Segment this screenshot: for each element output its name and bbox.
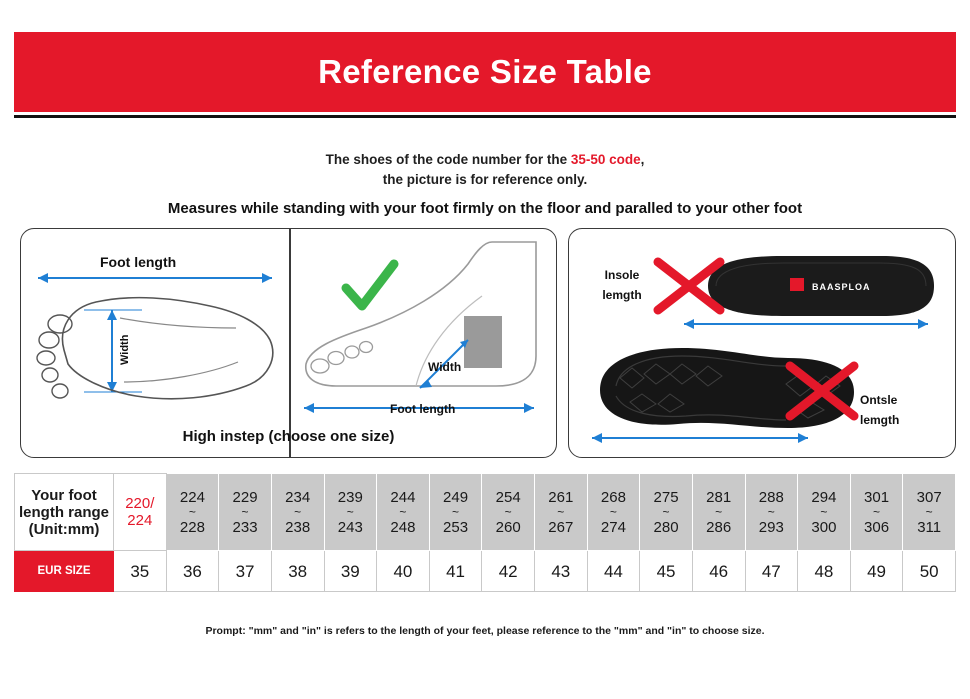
- range-cell-7-top: 254: [495, 488, 521, 506]
- width-label-middle: Width: [428, 360, 462, 374]
- eur-size-cell-1: 36: [166, 551, 219, 592]
- size-table: [14, 473, 956, 592]
- range-cell-0: [114, 474, 167, 551]
- range-cell-9-bot: 274: [600, 518, 626, 536]
- side-foot-illustration: [296, 236, 548, 426]
- header-divider: [14, 115, 956, 118]
- insole-cross-icon: [652, 256, 726, 316]
- range-cell-9: [587, 474, 640, 551]
- row-header-foot-length-l1: Your foot: [31, 486, 97, 504]
- check-mark-icon: [340, 258, 400, 318]
- header-band: [14, 32, 956, 112]
- range-cell-12-bot: 293: [758, 518, 784, 536]
- range-cell-11-bot: 286: [706, 518, 732, 536]
- range-cell-13-bot: 300: [811, 518, 837, 536]
- range-cell-2: [219, 474, 272, 551]
- range-cell-0-top: 220/: [125, 495, 155, 512]
- insole-measure-arrow: [678, 316, 936, 332]
- size-table-wrapper: [14, 473, 956, 592]
- row-header-foot-length-l2: length range: [18, 503, 109, 521]
- range-cell-2-mid: ~: [241, 504, 249, 519]
- range-cell-5-top: 244: [390, 488, 416, 506]
- range-cell-8-top: 261: [548, 488, 574, 506]
- range-cell-10-top: 275: [653, 488, 679, 506]
- outsole-cross-icon: [784, 360, 860, 422]
- range-cell-7: [482, 474, 535, 551]
- eur-size-cell-6: 41: [429, 551, 482, 592]
- range-cell-5-mid: ~: [399, 504, 407, 519]
- range-cell-7-mid: ~: [504, 504, 512, 519]
- range-cell-4-top: 239: [337, 488, 363, 506]
- range-cell-6-mid: ~: [452, 504, 460, 519]
- range-cell-13-top: 294: [811, 488, 837, 506]
- range-cell-14: [850, 474, 903, 551]
- panel-divider: [289, 229, 291, 457]
- foot-length-label-left: Foot length: [100, 254, 177, 270]
- range-cell-15-top: 307: [916, 488, 942, 506]
- range-cell-4-bot: 243: [337, 518, 363, 536]
- range-cell-8-mid: ~: [557, 504, 565, 519]
- eur-size-cell-9: 44: [587, 551, 640, 592]
- outsole-label-line1: Ontsle: [860, 393, 898, 407]
- insole-label-line1: Insole: [604, 268, 640, 282]
- range-cell-11: [692, 474, 745, 551]
- range-cell-0-bot: 224: [127, 512, 153, 529]
- range-cell-14-bot: 306: [864, 518, 890, 536]
- range-cell-9-top: 268: [600, 488, 626, 506]
- subtitle-highlight: 35-50 code: [570, 152, 641, 167]
- svg-text:BAASPLOA: BAASPLOA: [812, 282, 871, 292]
- range-cell-11-top: 281: [706, 488, 732, 506]
- eur-size-cell-5: 40: [377, 551, 430, 592]
- range-cell-7-bot: 260: [495, 518, 521, 536]
- eur-size-cell-12: 47: [745, 551, 798, 592]
- eur-size-cell-8: 43: [535, 551, 588, 592]
- high-instep-caption: High instep (choose one size): [182, 428, 395, 445]
- eur-size-cell-4: 39: [324, 551, 377, 592]
- range-cell-1-bot: 228: [179, 518, 205, 536]
- page-title: Reference Size Table: [318, 53, 652, 90]
- range-cell-15-bot: 311: [917, 518, 942, 536]
- range-cell-3: [271, 474, 324, 551]
- range-cell-6-top: 249: [443, 488, 469, 506]
- table-row-eur-size: [15, 551, 956, 592]
- eur-size-cell-11: 46: [692, 551, 745, 592]
- row-header-foot-length: [15, 474, 114, 551]
- range-cell-13: [798, 474, 851, 551]
- subtitle: [0, 150, 970, 190]
- subtitle-line-2: the picture is for reference only.: [382, 172, 588, 187]
- range-cell-13-mid: ~: [820, 504, 828, 519]
- range-cell-4: [324, 474, 377, 551]
- range-cell-9-mid: ~: [609, 504, 617, 519]
- insole-label-line2: lemgth: [602, 288, 642, 302]
- table-row-foot-length: [15, 474, 956, 551]
- width-label-left: Width: [119, 334, 131, 365]
- row-header-foot-length-l3: (Unit:mm): [28, 520, 100, 538]
- range-cell-12-top: 288: [758, 488, 784, 506]
- range-cell-3-bot: 238: [285, 518, 311, 536]
- range-cell-15-mid: ~: [925, 504, 933, 519]
- range-cell-4-mid: ~: [346, 504, 354, 519]
- range-cell-14-mid: ~: [873, 504, 881, 519]
- eur-size-cell-15: 50: [903, 551, 956, 592]
- range-cell-5: [377, 474, 430, 551]
- range-cell-6-bot: 253: [443, 518, 469, 536]
- range-cell-8: [535, 474, 588, 551]
- eur-size-cell-0: 35: [114, 551, 167, 592]
- instruction-text: Measures while standing with your foot firmly on the floor and paralled to your other foot: [167, 200, 803, 217]
- row-header-eur-size: EUR SIZE: [15, 551, 114, 592]
- range-cell-1: [166, 474, 219, 551]
- range-cell-1-mid: ~: [188, 504, 196, 519]
- outsole-measure-arrow: [586, 430, 816, 446]
- range-cell-15: [903, 474, 956, 551]
- eur-size-cell-13: 48: [798, 551, 851, 592]
- range-cell-8-bot: 267: [548, 518, 574, 536]
- range-cell-12-mid: ~: [767, 504, 775, 519]
- range-cell-10-bot: 280: [653, 518, 679, 536]
- range-cell-3-mid: ~: [294, 504, 302, 519]
- outsole-label-line2: lemgth: [860, 413, 900, 427]
- range-cell-12: [745, 474, 798, 551]
- range-cell-2-top: 229: [232, 488, 258, 506]
- range-cell-10-mid: ~: [662, 504, 670, 519]
- range-cell-11-mid: ~: [715, 504, 723, 519]
- range-cell-1-top: 224: [179, 488, 205, 506]
- foot-length-label-middle: Foot length: [390, 402, 456, 416]
- eur-size-cell-2: 37: [219, 551, 272, 592]
- prompt-text: Prompt: "mm" and "in" is refers to the length of your feet, please reference to the "mm" and "in" to choose size.: [205, 625, 765, 637]
- subtitle-line-1: [0, 150, 970, 170]
- range-cell-10: [640, 474, 693, 551]
- eur-size-cell-7: 42: [482, 551, 535, 592]
- eur-size-cell-3: 38: [271, 551, 324, 592]
- eur-size-cell-14: 49: [850, 551, 903, 592]
- subtitle-line-1-pre: The shoes of the code number for the: [325, 152, 571, 167]
- range-cell-5-bot: 248: [390, 518, 416, 536]
- range-cell-2-bot: 233: [232, 518, 258, 536]
- subtitle-line-1-post: ,: [640, 152, 645, 167]
- range-cell-3-top: 234: [285, 488, 311, 506]
- range-cell-6: [429, 474, 482, 551]
- range-cell-14-top: 301: [864, 488, 890, 506]
- eur-size-cell-10: 45: [640, 551, 693, 592]
